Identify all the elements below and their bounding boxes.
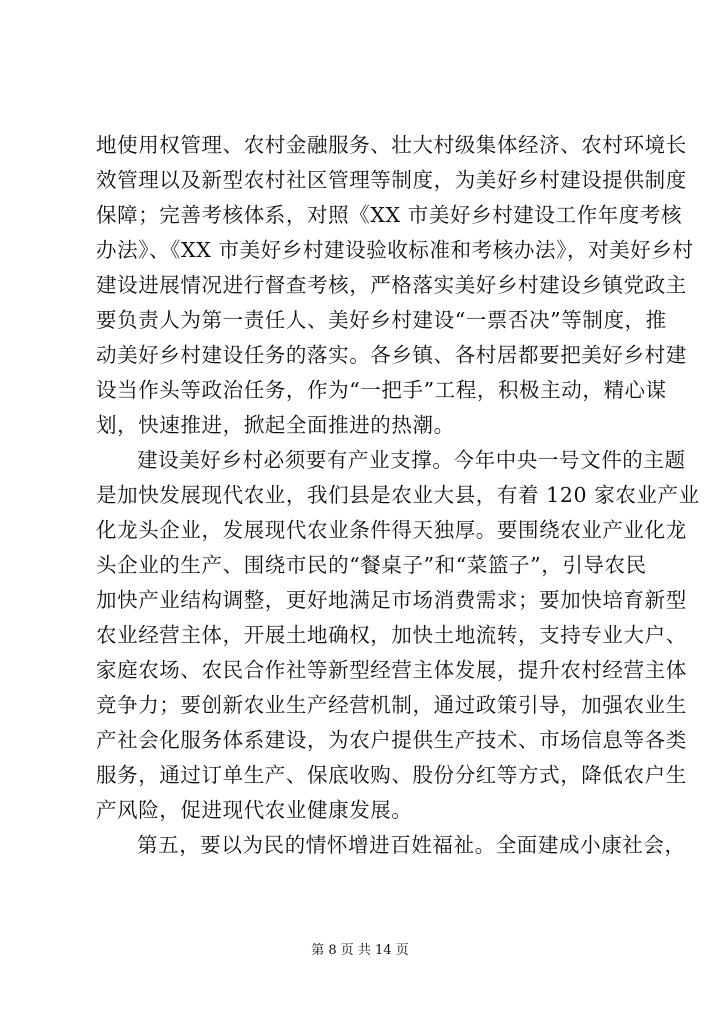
paragraph-start-line: 建设美好乡村必须要有产业支撑。今年中央一号文件的主题 (137, 448, 686, 472)
text-line: 服务，通过订单生产、保底收购、股份分红等方式，降低农户生 (96, 763, 687, 787)
text-line: 动美好乡村建设任务的落实。各乡镇、各村居都要把美好乡村建 (96, 343, 687, 367)
text-line: 头企业的生产、围绕市民的“餐桌子”和“菜篮子”，引导农民 (96, 553, 647, 577)
text-line: 建设进展情况进行督查考核，严格落实美好乡村建设乡镇党政主 (96, 273, 687, 297)
text-line: 产风险，促进现代农业健康发展。 (96, 798, 413, 822)
text-line: 家庭农场、农民合作社等新型经营主体发展，提升农村经营主体 (96, 658, 687, 682)
text-line: 要负责人为第一责任人、美好乡村建设“一票否决”等制度，推 (96, 308, 667, 332)
text-line: 设当作头等政治任务，作为“一把手”工程，积极主动，精心谋 (96, 378, 667, 402)
text-line: 划，快速推进，掀起全面推进的热潮。 (96, 413, 455, 437)
text-line: 加快产业结构调整，更好地满足市场消费需求；要加快培育新型 (96, 588, 687, 612)
text-line: 效管理以及新型农村社区管理等制度，为美好乡村建设提供制度 (96, 168, 687, 192)
text-line: 地使用权管理、农村金融服务、壮大村级集体经济、农村环境长 (96, 133, 687, 157)
text-line: 是加快发展现代农业，我们县是农业大县，有着 120 家农业产业 (96, 483, 700, 507)
text-line: 竞争力；要创新农业生产经营机制，通过政策引导，加强农业生 (96, 693, 687, 717)
paragraph-start-line: 第五，要以为民的情怀增进百姓福祉。全面建成小康社会， (137, 833, 686, 857)
text-line: 产社会化服务体系建设，为农户提供生产技术、市场信息等各类 (96, 728, 687, 752)
body-text (96, 128, 700, 863)
text-line: 保障；完善考核体系，对照《XX 市美好乡村建设工作年度考核 (96, 203, 683, 227)
text-line: 化龙头企业，发展现代农业条件得天独厚。要围绕农业产业化龙 (96, 518, 687, 542)
text-line: 农业经营主体，开展土地确权，加快土地流转，支持专业大户、 (96, 623, 687, 647)
page-number: 第 8 页 共 14 页 (311, 943, 409, 958)
text-line: 办法》、《XX 市美好乡村建设验收标准和考核办法》，对美好乡村 (96, 238, 694, 262)
